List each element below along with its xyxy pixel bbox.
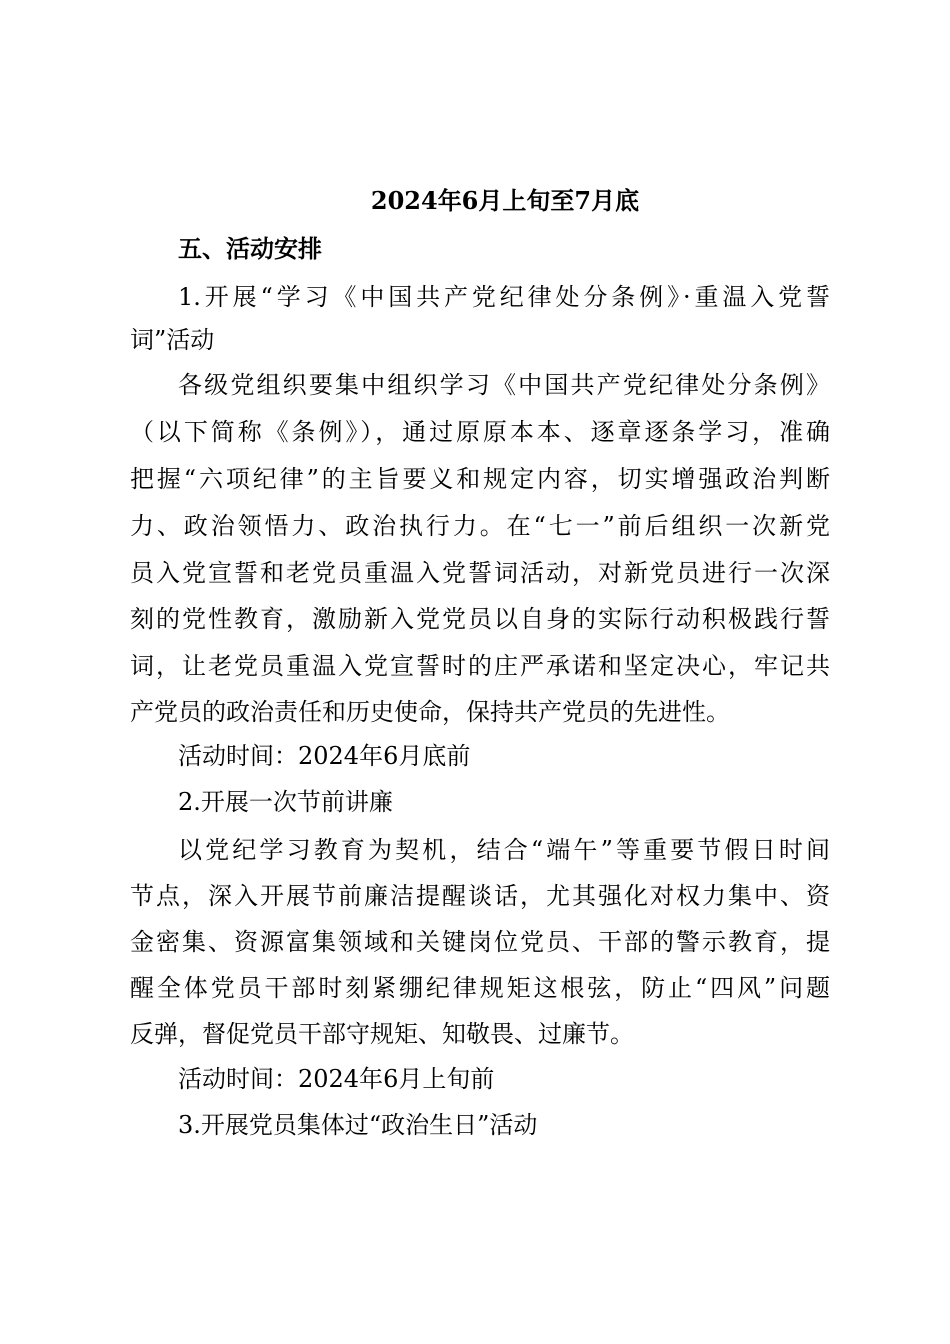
item1-body-line: 词，让老党员重温入党宣誓时的庄严承诺和坚定决心，牢记共 <box>130 652 830 680</box>
item1-body-line: 各级党组织要集中组织学习《中国共产党纪律处分条例》 <box>178 371 830 399</box>
item3-title: 3.开展党员集体过“政治生日”活动 <box>178 1111 538 1139</box>
item1-body-line: 刻的党性教育，激励新入党党员以自身的实际行动积极践行誓 <box>130 605 830 633</box>
item1-body-line: （以下简称《条例》），通过原原本本、逐章逐条学习，准确 <box>130 418 830 446</box>
date-heading: 2024年6月上旬至7月底 <box>370 186 640 215</box>
item1-body-line: 力、政治领悟力、政治执行力。在“七一”前后组织一次新党 <box>130 512 830 540</box>
item2-body-line: 醒全体党员干部时刻紧绷纪律规矩这根弦，防止“四风”问题 <box>130 974 830 1002</box>
item2-title: 2.开展一次节前讲廉 <box>178 788 393 816</box>
item2-body-line: 金密集、资源富集领域和关键岗位党员、干部的警示教育，提 <box>130 928 830 956</box>
item1-body-line: 员入党宣誓和老党员重温入党誓词活动，对新党员进行一次深 <box>130 559 830 587</box>
item1-time: 活动时间：2024年6月底前 <box>178 742 471 770</box>
item2-body-line: 节点，深入开展节前廉洁提醒谈话，尤其强化对权力集中、资 <box>130 882 830 910</box>
item2-time: 活动时间：2024年6月上旬前 <box>178 1065 495 1093</box>
item2-body-line: 以党纪学习教育为契机，结合“端午”等重要节假日时间 <box>178 836 830 864</box>
item1-title-line: 词”活动 <box>130 326 215 354</box>
item1-title-line: 1.开展“学习《中国共产党纪律处分条例》·重温入党誓 <box>178 283 830 311</box>
section-heading: 五、活动安排 <box>178 234 322 263</box>
item2-body-line: 反弹，督促党员干部守规矩、知敬畏、过廉节。 <box>130 1020 634 1048</box>
item1-body-line: 产党员的政治责任和历史使命，保持共产党员的先进性。 <box>130 698 730 726</box>
item1-body-line: 把握“六项纪律”的主旨要义和规定内容，切实增强政治判断 <box>130 465 830 493</box>
